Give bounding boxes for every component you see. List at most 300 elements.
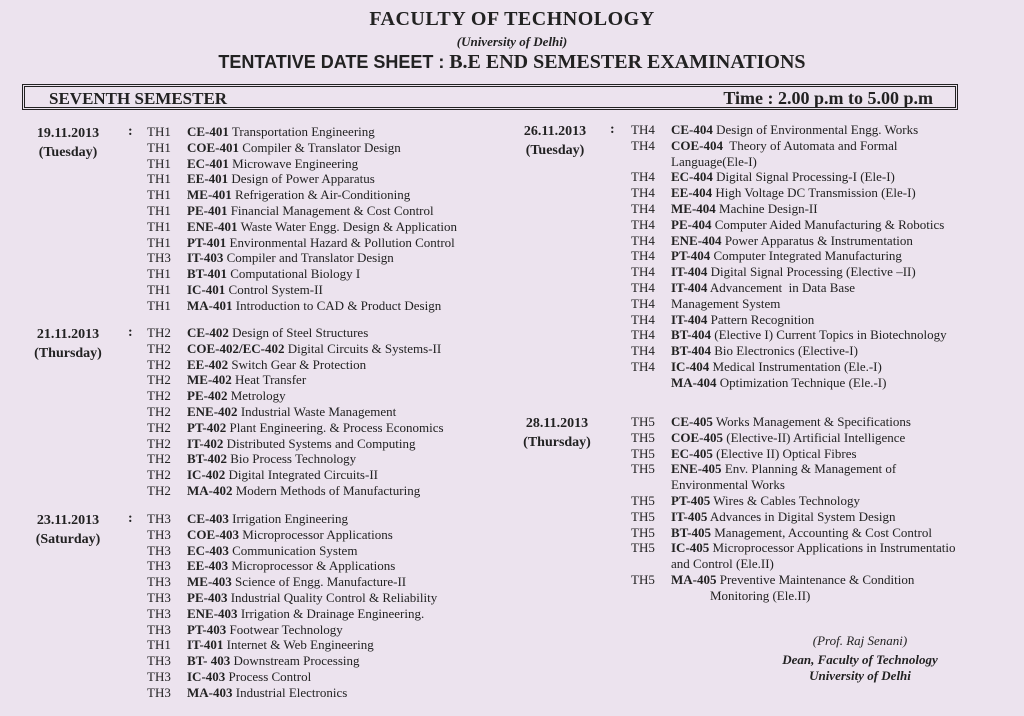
subject-row [631,280,981,296]
subject-entry [671,430,981,446]
subject-name: Process Control [225,668,312,684]
subject-code: ENE-401 [187,218,238,234]
subject-entry [671,248,981,264]
subject-entry [671,588,981,604]
subject-code: BT-404 [671,343,711,359]
subject-row [147,124,492,140]
exam-weekday: (Thursday) [34,346,102,361]
subject-code: BT-402 [187,451,227,467]
subject-code: EC-403 [187,542,229,558]
subject-code: IT-404 [671,311,708,327]
subject-list [631,122,981,391]
subject-entry [671,138,981,154]
subject-name: Wires & Cables Technology [710,492,860,508]
subject-entry [671,461,981,477]
theory-slot [631,154,671,170]
exam-date [28,124,108,162]
theory-slot: TH4 [631,295,655,311]
theory-slot: TH4 [631,311,655,327]
theory-slot: TH5 [631,414,655,429]
subject-entry [187,669,492,685]
theory-slot: TH2 [147,340,171,356]
subject-entry [671,233,981,249]
theory-slot: TH3 [147,589,171,605]
subject-code: IT-403 [187,250,224,266]
subject-code: PT-403 [187,621,227,637]
subject-code: MA-402 [187,482,233,498]
subject-code: EC-401 [187,155,229,171]
subject-code: COE-404 [671,137,723,153]
theory-slot [631,375,671,391]
subject-row [631,572,981,588]
subject-row [631,312,981,328]
subject-entry [671,312,981,328]
subject-code: EE-404 [671,185,713,201]
theory-slot: TH5 [631,461,655,477]
exam-date-value: 19.11.2013 [36,126,100,141]
subject-row [631,430,981,446]
theory-slot: TH1 [147,171,171,187]
subject-code: IC-404 [671,358,710,374]
subject-code: ENE-405 [671,461,722,477]
subject-row [631,493,981,509]
subject-code: COE-401 [187,139,239,155]
theory-slot: TH2 [147,435,171,451]
theory-slot: TH4 [631,264,655,280]
theory-slot: TH4 [631,137,655,153]
subject-code: PE-403 [187,589,228,605]
subject-entry [671,540,981,556]
subject-name: Bio Process Technology [226,451,357,467]
document-subtitle: (University of Delhi) [456,34,568,49]
theory-slot: TH4 [631,279,655,295]
subject-entry [671,375,981,391]
theory-slot: TH4 [631,327,655,343]
theory-slot: TH5 [631,429,655,445]
subject-row [147,187,492,203]
document-title: FACULTY OF TECHNOLOGY [369,8,655,30]
theory-slot [631,588,671,604]
exam-date [28,511,108,549]
subject-row [147,282,492,298]
subject-name: (Elective I) Current Topics in Biotechnology [710,327,947,343]
subject-row [147,527,492,543]
theory-slot: TH3 [147,526,171,542]
subject-name: Footwear Technology [226,621,343,637]
theory-slot: TH3 [147,250,171,266]
theory-slot: TH3 [147,574,171,590]
subject-entry [671,446,981,462]
exam-date [515,122,595,160]
subject-row [631,375,981,391]
subject-name: Computer Aided Manufacturing & Robotics [711,216,945,232]
subject-name: Modern Methods of Manufacturing [232,482,421,498]
subject-entry [187,203,492,219]
subject-row [631,343,981,359]
subject-name: Industrial Electronics [232,684,348,700]
subject-name: Plant Engineering. & Process Economics [226,419,444,435]
subject-entry [671,201,981,217]
subject-entry [671,525,981,541]
subject-list [147,124,492,314]
date-sheet-prefix: TENTATIVE DATE SHEET : [218,52,445,72]
subject-row [631,359,981,375]
subject-entry [187,171,492,187]
theory-slot: TH2 [147,419,171,435]
subject-name: Digital Signal Processing-I (Ele-I) [712,169,895,185]
date-sheet-heading [0,51,1024,74]
subject-list [147,511,492,701]
subject-row [147,622,492,638]
subject-entry [187,451,492,467]
subject-row [147,341,492,357]
subject-entry [187,653,492,669]
subject-name: Microprocessor Applications in Instrumentatio [709,540,956,556]
subject-row [631,525,981,541]
subject-row [147,156,492,172]
exam-weekday: (Thursday) [523,435,591,450]
subject-code: ME-403 [187,574,232,590]
subject-row [631,122,981,138]
subject-row [631,185,981,201]
theory-slot: TH1 [147,281,171,297]
subject-entry [187,124,492,140]
subject-code: ENE-404 [671,232,722,248]
subject-row [147,266,492,282]
signatory-org: University of Delhi [809,668,911,683]
subject-row [631,138,981,154]
theory-slot: TH5 [631,540,655,556]
subject-entry [187,436,492,452]
subject-entry [671,477,981,493]
subject-entry [671,217,981,233]
subject-row [147,606,492,622]
subject-code: ME-402 [187,372,232,388]
subject-name: Theory of Automata and Formal [723,137,898,153]
exam-weekday: (Tuesday) [525,143,585,158]
subject-row [631,414,981,430]
subject-name: Management, Accounting & Cost Control [710,524,932,540]
subject-code: MA-405 [671,571,717,587]
subject-list [147,325,492,499]
subject-entry [187,298,492,314]
subject-entry [187,637,492,653]
subject-name: Switch Gear & Protection [228,356,367,372]
theory-slot: TH1 [147,234,171,250]
subject-code: EE-401 [187,171,229,187]
subject-entry [671,264,981,280]
subject-name: Advancement in Data Base [707,279,856,295]
subject-code: PE-401 [187,202,228,218]
subject-row [147,669,492,685]
subject-row [631,248,981,264]
subject-entry [671,359,981,375]
theory-slot: TH5 [631,492,655,508]
subject-name: Refrigeration & Air-Conditioning [231,187,411,203]
subject-name: Digital Signal Processing (Elective –II) [707,264,916,280]
subject-name: Heat Transfer [231,372,307,388]
theory-slot: TH1 [147,155,171,171]
subject-name: Communication System [228,542,358,558]
subject-name: Design of Environmental Engg. Works [712,122,919,137]
exam-date-value: 23.11.2013 [36,513,100,528]
theory-slot: TH5 [631,524,655,540]
subject-code: CE-402 [187,325,229,340]
subject-row [147,404,492,420]
theory-slot: TH2 [147,372,171,388]
subject-name: Metrology [227,388,286,404]
subject-name: Pattern Recognition [707,311,815,327]
subject-entry [187,483,492,499]
subject-entry [671,509,981,525]
theory-slot: TH2 [147,356,171,372]
subject-code: PE-402 [187,388,228,404]
exam-date-value: 21.11.2013 [36,327,100,342]
theory-slot: TH4 [631,200,655,216]
subject-code: CE-401 [187,124,229,139]
subject-code: COE-402/EC-402 [187,340,285,356]
subject-code: EC-404 [671,169,713,185]
subject-code: ME-401 [187,187,232,203]
subject-entry [187,341,492,357]
subject-code: EE-402 [187,356,229,372]
semester-label: SEVENTH SEMESTER [49,89,228,108]
subject-name: Digital Integrated Circuits-II [225,467,378,483]
subject-name: Management System [671,295,781,311]
subject-row [631,327,981,343]
subject-code: ENE-403 [187,605,238,621]
subject-name: Control System-II [225,281,323,297]
theory-slot: TH3 [147,558,171,574]
subject-entry [187,140,492,156]
theory-slot: TH4 [631,122,655,137]
subject-name: Compiler & Translator Design [239,139,401,155]
subject-name: Machine Design-II [715,200,818,216]
subject-row [147,372,492,388]
subject-row [147,685,492,701]
subject-name: Introduction to CAD & Product Design [232,297,442,313]
exam-time: Time : 2.00 p.m to 5.00 p.m [723,88,933,108]
subject-code: CE-403 [187,511,229,526]
subject-name: Industrial Waste Management [237,403,397,419]
subject-row [631,217,981,233]
theory-slot: TH4 [631,358,655,374]
subject-row [631,556,981,572]
signatory-designation: Dean, Faculty of Technology [782,652,938,667]
subject-entry [187,388,492,404]
theory-slot: TH2 [147,451,171,467]
subject-name: (Elective II) Optical Fibres [712,445,857,461]
subject-name: Irrigation & Drainage Engineering. [237,605,425,621]
subject-entry [671,343,981,359]
subject-row [147,653,492,669]
subject-row [147,590,492,606]
subject-entry [187,235,492,251]
subject-entry [187,325,492,341]
exam-date [512,414,602,452]
subject-code: IT-402 [187,435,224,451]
subject-code: BT-401 [187,266,227,282]
subject-name: Industrial Quality Control & Reliability [227,589,438,605]
subject-row [147,467,492,483]
theory-slot: TH1 [147,139,171,155]
subject-entry [187,156,492,172]
theory-slot: TH2 [147,388,171,404]
subject-row [147,574,492,590]
subject-name: Env. Planning & Management of [721,461,897,477]
subject-row [631,588,981,604]
subject-entry [671,280,981,296]
subject-code: IT-404 [671,279,708,295]
subject-name: Financial Management & Cost Control [227,202,434,218]
subject-entry [187,558,492,574]
subject-name: Advances in Digital System Design [707,508,896,524]
theory-slot: TH1 [147,124,171,139]
subject-code: MA-403 [187,684,233,700]
subject-name: Computer Integrated Manufacturing [710,248,902,264]
exam-date-value: 26.11.2013 [523,124,587,139]
subject-code: PT-405 [671,492,711,508]
subject-row [147,543,492,559]
theory-slot: TH5 [631,571,655,587]
theory-slot: TH3 [147,684,171,700]
theory-slot: TH1 [147,637,171,653]
subject-row [147,436,492,452]
subject-name: Downstream Processing [230,653,360,669]
date-colon: : [610,122,615,137]
subject-name: Environmental Hazard & Pollution Control [226,234,455,250]
subject-name: High Voltage DC Transmission (Ele-I) [712,185,916,201]
subject-entry [671,327,981,343]
theory-slot: TH2 [147,467,171,483]
subject-code: COE-405 [671,429,723,445]
subject-name: Design of Power Apparatus [228,171,375,187]
date-colon: : [128,124,133,139]
subject-row [147,171,492,187]
subject-row [147,203,492,219]
subject-row [631,201,981,217]
subject-code: COE-403 [187,526,239,542]
theory-slot: TH2 [147,325,171,340]
subject-code: CE-405 [671,414,713,429]
subject-entry [187,372,492,388]
subject-row [147,388,492,404]
subject-row [631,477,981,493]
subject-entry [187,357,492,373]
date-colon: : [128,511,133,526]
subject-code: EC-405 [671,445,713,461]
exam-date [28,325,108,363]
subject-entry [671,572,981,588]
subject-name: Microprocessor & Applications [228,558,396,574]
subject-entry [671,169,981,185]
subject-name: Environmental Works [671,477,785,493]
subject-code: BT-405 [671,524,711,540]
subject-name: Computational Biology I [226,266,361,282]
subject-entry [187,266,492,282]
subject-name: Internet & Web Engineering [223,637,374,653]
subject-entry [187,527,492,543]
subject-entry [671,296,981,312]
subject-name: Compiler and Translator Design [223,250,394,266]
subject-row [147,235,492,251]
subject-entry [187,606,492,622]
theory-slot: TH1 [147,187,171,203]
subject-code: MA-404 [671,374,717,390]
subject-row [631,154,981,170]
theory-slot: TH1 [147,266,171,282]
subject-code: ME-404 [671,200,716,216]
subject-entry [187,622,492,638]
subject-name: Design of Steel Structures [228,325,369,340]
date-colon: : [128,325,133,340]
subject-name: Bio Electronics (Elective-I) [710,343,858,359]
subject-code: PT-404 [671,248,711,264]
subject-entry [187,420,492,436]
subject-code: IC-402 [187,467,226,483]
subject-entry [187,187,492,203]
subject-code: CE-404 [671,122,713,137]
subject-row [147,558,492,574]
theory-slot: TH4 [631,216,655,232]
subject-name: Works Management & Specifications [712,414,911,429]
subject-code: PE-404 [671,216,712,232]
subject-code: MA-401 [187,297,233,313]
theory-slot: TH2 [147,403,171,419]
subject-entry [671,185,981,201]
subject-entry [187,685,492,701]
theory-slot: TH3 [147,511,171,526]
subject-list [631,414,981,604]
subject-name: Science of Engg. Manufacture-II [231,574,407,590]
subject-entry [187,574,492,590]
exam-weekday: (Saturday) [35,532,101,547]
subject-code: IT-405 [671,508,708,524]
subject-row [631,233,981,249]
semester-banner [22,84,958,110]
subject-code: BT-404 [671,327,711,343]
theory-slot: TH4 [631,185,655,201]
subject-row [631,169,981,185]
subject-entry [671,493,981,509]
subject-name: Irrigation Engineering [228,511,349,526]
subject-row [631,296,981,312]
subject-name: Language(Ele-I) [671,153,757,169]
subject-code: IT-401 [187,637,224,653]
subject-row [147,219,492,235]
exam-name: B.E END SEMESTER EXAMINATIONS [449,51,806,73]
theory-slot: TH3 [147,621,171,637]
subject-code: ENE-402 [187,403,238,419]
subject-entry [671,556,981,572]
theory-slot: TH3 [147,668,171,684]
subject-row [147,298,492,314]
subject-row [631,264,981,280]
subject-code: EE-403 [187,558,229,574]
subject-name: Monitoring (Ele.II) [671,587,811,603]
subject-entry [187,404,492,420]
subject-entry [187,543,492,559]
theory-slot: TH2 [147,482,171,498]
subject-row [631,509,981,525]
subject-name: Microwave Engineering [228,155,359,171]
subject-code: IC-401 [187,281,226,297]
theory-slot: TH4 [631,232,655,248]
subject-entry [671,122,981,138]
subject-entry [187,250,492,266]
theory-slot [631,556,671,572]
subject-name: Optimization Technique (Ele.-I) [716,374,887,390]
